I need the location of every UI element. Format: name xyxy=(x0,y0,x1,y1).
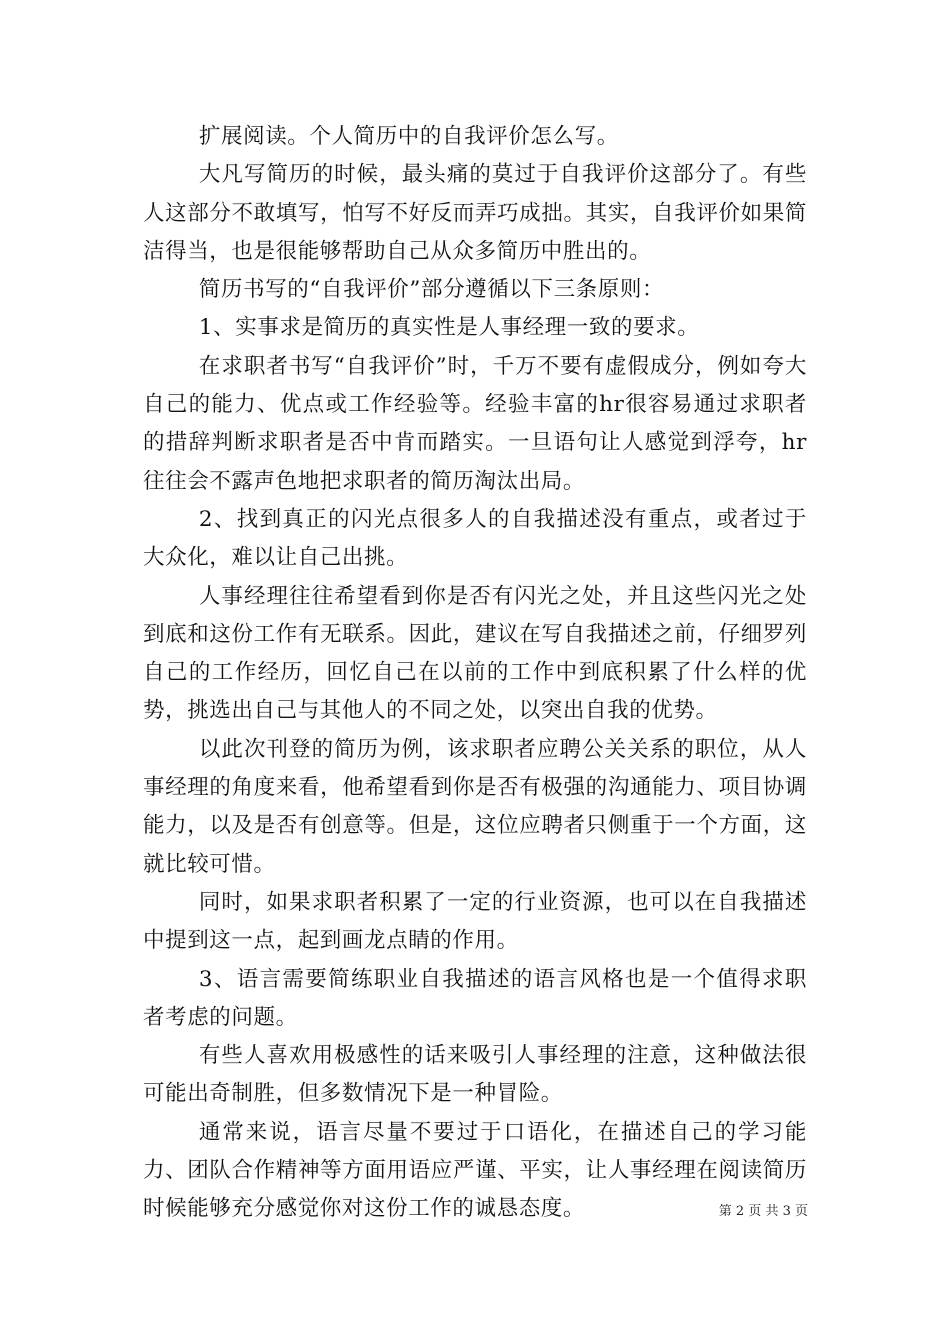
paragraph: 通常来说，语言尽量不要过于口语化，在描述自己的学习能力、团队合作精神等方面用语应严谨、平实，让人事经理在阅读简历时候能够充分感觉你对这份工作的诚恳态度。 xyxy=(143,1119,807,1222)
paragraph: 扩展阅读。个人简历中的自我评价怎么写。 xyxy=(198,124,619,149)
paragraph: 3、语言需要简练职业自我描述的语言风格也是一个值得求职者考虑的问题。 xyxy=(143,966,807,1030)
paragraph: 有些人喜欢用极感性的话来吸引人事经理的注意，这种做法很可能出奇制胜，但多数情况下是一种冒险。 xyxy=(143,1043,807,1107)
paragraph: 以此次刊登的简历为例，该求职者应聘公关关系的职位，从人事经理的角度来看，他希望看到你是否有极强的沟通能力、项目协调能力，以及是否有创意等。但是，这位应聘者只侧重于一个方面，这就比较可惜。 xyxy=(143,736,807,877)
page-number: 第 2 页 共 3 页 xyxy=(718,1204,808,1219)
paragraph: 简历书写的“自我评价”部分遵循以下三条原则： xyxy=(198,277,665,303)
paragraph: 同时，如果求职者积累了一定的行业资源，也可以在自我描述中提到这一点，起到画龙点睛的作用。 xyxy=(143,889,807,954)
paragraph: 人事经理往往希望看到你是否有闪光之处，并且这些闪光之处到底和这份工作有无联系。因此，建议在写自我描述之前，仔细罗列自己的工作经历，回忆自己在以前的工作中到底积累了什么样的优势，挑选出自己与其他人的不同之处，以突出自我的优势。 xyxy=(143,583,807,724)
paragraph: 在求职者书写“自我评价”时，千万不要有虚假成分，例如夸大自己的能力、优点或工作经验等。经验丰富的hr很容易通过求职者的措辞判断求职者是否中肯而踏实。一旦语句让人感觉到浮夸，hr往往会不露声色地把求职者的简历淘汰出局。 xyxy=(143,353,807,494)
document-body xyxy=(143,118,807,1229)
paragraph: 1、实事求是简历的真实性是人事经理一致的要求。 xyxy=(198,315,700,341)
paragraph: 大凡写简历的时候，最头痛的莫过于自我评价这部分了。有些人这部分不敢填写，怕写不好反而弄巧成拙。其实，自我评价如果简洁得当，也是很能够帮助自己从众多简历中胜出的。 xyxy=(143,162,807,264)
paragraph: 2、找到真正的闪光点很多人的自我描述没有重点，或者过于大众化，难以让自己出挑。 xyxy=(143,506,807,571)
